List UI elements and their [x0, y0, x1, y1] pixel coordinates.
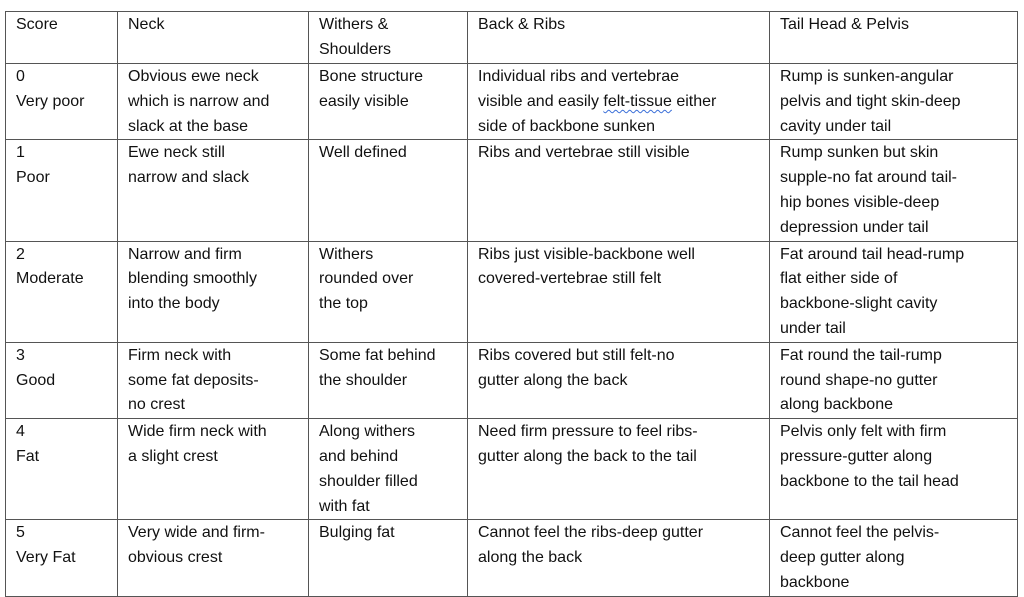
header-back: Back & Ribs	[468, 12, 770, 64]
neck-cell: Very wide and firm- obvious crest	[118, 520, 309, 597]
tail-cell: Pelvis only felt with firm pressure-gutter along backbone to the tail head	[770, 419, 1018, 520]
tail-cell: Fat around tail head-rump flat either side of backbone-slight cavity under tail	[770, 241, 1018, 342]
table-row	[6, 140, 1018, 241]
back-cell: Ribs just visible-backbone well covered-vertebrae still felt	[468, 241, 770, 342]
withers-cell: Bulging fat	[309, 520, 468, 597]
back-cell: Ribs covered but still felt-no gutter along the back	[468, 342, 770, 418]
table-row	[6, 419, 1018, 520]
header-score: Score	[6, 12, 118, 64]
header-neck: Neck	[118, 12, 309, 64]
back-text: Individual ribs and vertebrae visible and easily	[478, 68, 680, 110]
tail-cell: Rump is sunken-angular pelvis and tight skin-deep cavity under tail	[770, 64, 1018, 140]
back-cell	[468, 64, 770, 140]
body-condition-score-table	[5, 11, 1018, 597]
neck-cell: Obvious ewe neck which is narrow and slack at the base	[118, 64, 309, 140]
back-text: either side of backbone sunken	[478, 92, 717, 135]
header-withers: Withers & Shoulders	[309, 12, 468, 64]
withers-cell: Some fat behind the shoulder	[309, 342, 468, 418]
withers-cell: Withers rounded over the top	[309, 241, 468, 342]
withers-cell: Along withers and behind shoulder filled with fat	[309, 419, 468, 520]
neck-cell: Firm neck with some fat deposits- no crest	[118, 342, 309, 418]
table-row	[6, 241, 1018, 342]
score-cell: 3 Good	[6, 342, 118, 418]
neck-cell: Wide firm neck with a slight crest	[118, 419, 309, 520]
table-row	[6, 520, 1018, 597]
back-cell: Need firm pressure to feel ribs- gutter along the back to the tail	[468, 419, 770, 520]
spellcheck-word[interactable]: felt-tissue	[603, 92, 672, 110]
back-cell: Cannot feel the ribs-deep gutter along the back	[468, 520, 770, 597]
withers-cell: Well defined	[309, 140, 468, 241]
table-row	[6, 64, 1018, 140]
score-cell: 2 Moderate	[6, 241, 118, 342]
header-row	[6, 12, 1018, 64]
table-row	[6, 342, 1018, 418]
header-tail: Tail Head & Pelvis	[770, 12, 1018, 64]
neck-cell: Ewe neck still narrow and slack	[118, 140, 309, 241]
score-cell: 0 Very poor	[6, 64, 118, 140]
tail-cell: Cannot feel the pelvis- deep gutter along backbone	[770, 520, 1018, 597]
score-cell: 5 Very Fat	[6, 520, 118, 597]
withers-cell: Bone structure easily visible	[309, 64, 468, 140]
tail-cell: Fat round the tail-rump round shape-no gutter along backbone	[770, 342, 1018, 418]
back-cell: Ribs and vertebrae still visible	[468, 140, 770, 241]
score-cell: 1 Poor	[6, 140, 118, 241]
tail-cell: Rump sunken but skin supple-no fat around tail- hip bones visible-deep depression under tail	[770, 140, 1018, 241]
score-cell: 4 Fat	[6, 419, 118, 520]
neck-cell: Narrow and firm blending smoothly into the body	[118, 241, 309, 342]
